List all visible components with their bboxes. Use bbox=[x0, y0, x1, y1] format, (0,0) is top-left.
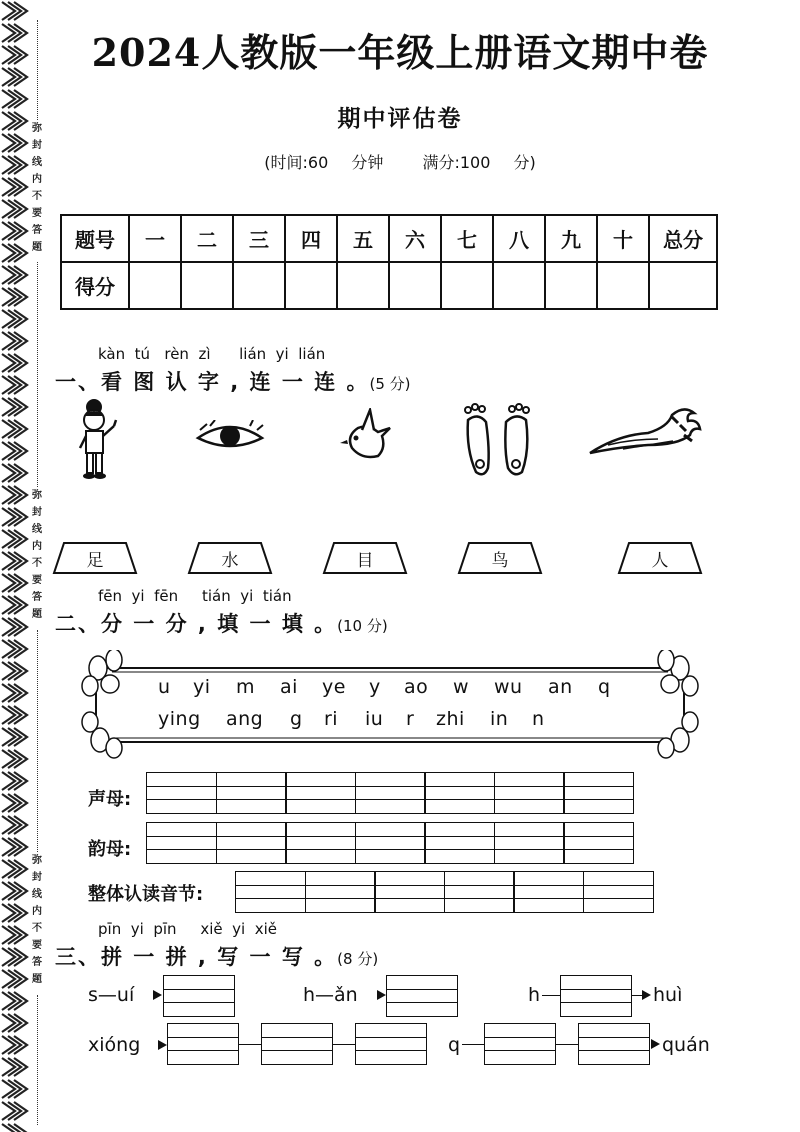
score-col-10: 十 bbox=[597, 215, 649, 262]
page-title: 2024人教版一年级上册语文期中卷 bbox=[91, 30, 709, 75]
score-cell[interactable] bbox=[389, 262, 441, 309]
shengmu-label: 声母: bbox=[88, 789, 132, 810]
score-cell[interactable] bbox=[597, 262, 649, 309]
writing-cell[interactable] bbox=[374, 871, 445, 913]
section2-heading bbox=[55, 608, 388, 638]
score-cell[interactable] bbox=[441, 262, 493, 309]
score-row-label: 得分 bbox=[61, 262, 129, 309]
score-total-cell[interactable] bbox=[649, 262, 717, 309]
score-cell[interactable] bbox=[493, 262, 545, 309]
connector-line bbox=[632, 995, 642, 996]
footprints-icon bbox=[460, 400, 535, 480]
word-card-text: 目 bbox=[356, 551, 374, 571]
syllable: iu bbox=[365, 708, 384, 730]
connector-line bbox=[239, 1044, 261, 1045]
girl-figure-icon bbox=[72, 398, 127, 483]
writing-cell[interactable] bbox=[146, 822, 217, 864]
score-col-5: 五 bbox=[337, 215, 389, 262]
writing-cell[interactable] bbox=[285, 822, 356, 864]
syllable-frame bbox=[80, 650, 700, 760]
word-card-3[interactable] bbox=[320, 540, 410, 576]
word-card-text: 水 bbox=[221, 551, 239, 571]
writing-cell[interactable] bbox=[513, 871, 584, 913]
section3-pinyin: pīn yi pīn xiě yi xiě bbox=[98, 920, 278, 938]
syllable: q bbox=[598, 676, 611, 698]
syllable: m bbox=[236, 676, 256, 698]
writing-cell[interactable] bbox=[424, 822, 495, 864]
zhengti-label: 整体认读音节: bbox=[88, 884, 204, 905]
bird-icon bbox=[338, 408, 393, 468]
yunmu-label: 韵母: bbox=[88, 839, 132, 860]
connector-line bbox=[462, 1044, 484, 1045]
section2-points: (10 分) bbox=[337, 617, 388, 635]
score-header-row bbox=[61, 215, 717, 262]
writing-cell[interactable] bbox=[583, 871, 654, 913]
syllable: ai bbox=[280, 676, 298, 698]
writing-cell[interactable] bbox=[494, 772, 565, 814]
syllable: y bbox=[369, 676, 381, 698]
score-cell[interactable] bbox=[285, 262, 337, 309]
score-cell[interactable] bbox=[233, 262, 285, 309]
syllable: g bbox=[290, 708, 303, 730]
seal-text-2: 弥 封 线 内 不 要 答 题 bbox=[32, 490, 42, 620]
section3-heading bbox=[55, 941, 378, 971]
score-col-3: 三 bbox=[233, 215, 285, 262]
word-card-text: 足 bbox=[86, 551, 104, 571]
score-header-label: 题号 bbox=[61, 215, 129, 262]
answer-box[interactable] bbox=[578, 1023, 650, 1065]
eye-icon bbox=[195, 420, 265, 455]
seal-dotted-line bbox=[37, 262, 38, 487]
writing-cell[interactable] bbox=[235, 871, 306, 913]
writing-cell[interactable] bbox=[355, 822, 426, 864]
answer-box[interactable] bbox=[167, 1023, 239, 1065]
shengmu-writing-grid[interactable] bbox=[146, 772, 633, 814]
score-table bbox=[60, 214, 718, 310]
score-col-2: 二 bbox=[181, 215, 233, 262]
syllable: ri bbox=[324, 708, 339, 730]
syllable: zhi bbox=[436, 708, 465, 730]
section1-heading-text: 一、看 图 认 字 , 连 一 连 。 bbox=[55, 370, 370, 394]
connector-line bbox=[556, 1044, 578, 1045]
writing-cell[interactable] bbox=[355, 772, 426, 814]
seal-dotted-line bbox=[37, 630, 38, 852]
section3-heading-text: 三、拼 一 拼 , 写 一 写 。 bbox=[55, 945, 338, 969]
score-col-7: 七 bbox=[441, 215, 493, 262]
syllable: r bbox=[406, 708, 415, 730]
syllable: yi bbox=[193, 676, 211, 698]
seal-dotted-line bbox=[37, 995, 38, 1125]
word-card-1[interactable] bbox=[50, 540, 140, 576]
score-col-6: 六 bbox=[389, 215, 441, 262]
score-cell[interactable] bbox=[181, 262, 233, 309]
pinyin-prompt: huì bbox=[653, 984, 683, 1006]
word-card-text: 人 bbox=[651, 551, 669, 571]
yunmu-writing-grid[interactable] bbox=[146, 822, 633, 864]
answer-box[interactable] bbox=[163, 975, 235, 1017]
answer-box[interactable] bbox=[386, 975, 458, 1017]
writing-cell[interactable] bbox=[563, 822, 634, 864]
syllable: w bbox=[453, 676, 470, 698]
score-col-4: 四 bbox=[285, 215, 337, 262]
arrow-right-icon bbox=[642, 990, 651, 1000]
syllable: ang bbox=[226, 708, 264, 730]
score-cell[interactable] bbox=[545, 262, 597, 309]
writing-cell[interactable] bbox=[216, 772, 287, 814]
pinyin-prompt: h bbox=[528, 984, 541, 1006]
seal-text-3: 弥 封 线 内 不 要 答 题 bbox=[32, 855, 42, 985]
zhengti-writing-grid[interactable] bbox=[235, 871, 652, 913]
score-col-9: 九 bbox=[545, 215, 597, 262]
writing-cell[interactable] bbox=[305, 871, 376, 913]
writing-cell[interactable] bbox=[285, 772, 356, 814]
pinyin-prompt: h—ǎn bbox=[303, 984, 358, 1006]
syllable: ao bbox=[404, 676, 429, 698]
answer-box[interactable] bbox=[484, 1023, 556, 1065]
score-col-8: 八 bbox=[493, 215, 545, 262]
score-total-label: 总分 bbox=[649, 215, 717, 262]
section1-points: (5 分) bbox=[369, 375, 411, 393]
answer-box[interactable] bbox=[355, 1023, 427, 1065]
writing-cell[interactable] bbox=[444, 871, 515, 913]
page-subtitle: 期中评估卷 bbox=[337, 105, 463, 132]
section2-heading-text: 二、分 一 分 , 填 一 填 。 bbox=[55, 612, 338, 636]
answer-box[interactable] bbox=[560, 975, 632, 1017]
writing-cell[interactable] bbox=[424, 772, 495, 814]
pinyin-prompt: q bbox=[448, 1034, 461, 1056]
writing-cell[interactable] bbox=[563, 772, 634, 814]
syllable: ying bbox=[158, 708, 201, 730]
seal-text-1: 弥 封 线 内 不 要 答 题 bbox=[32, 123, 42, 253]
writing-cell[interactable] bbox=[216, 822, 287, 864]
writing-cell[interactable] bbox=[494, 822, 565, 864]
section3-points: (8 分) bbox=[337, 950, 379, 968]
arrow-right-icon bbox=[153, 990, 162, 1000]
score-col-1: 一 bbox=[129, 215, 181, 262]
arrow-right-icon bbox=[651, 1039, 660, 1049]
pinyin-prompt: s—uí bbox=[88, 984, 135, 1006]
arrow-right-icon bbox=[377, 990, 386, 1000]
syllable: u bbox=[158, 676, 171, 698]
syllable: an bbox=[548, 676, 573, 698]
score-cell[interactable] bbox=[337, 262, 389, 309]
answer-box[interactable] bbox=[261, 1023, 333, 1065]
score-row bbox=[61, 262, 717, 309]
section2-pinyin: fēn yi fēn tián yi tián bbox=[98, 587, 292, 605]
section1-heading bbox=[55, 366, 411, 396]
word-card-4[interactable] bbox=[455, 540, 545, 576]
syllable: ye bbox=[322, 676, 346, 698]
writing-cell[interactable] bbox=[146, 772, 217, 814]
word-card-2[interactable] bbox=[185, 540, 275, 576]
syllable: n bbox=[532, 708, 545, 730]
score-cell[interactable] bbox=[129, 262, 181, 309]
connector-line bbox=[333, 1044, 355, 1045]
word-card-5[interactable] bbox=[615, 540, 705, 576]
word-card-text: 鸟 bbox=[491, 551, 509, 571]
pinyin-prompt: quán bbox=[662, 1034, 710, 1056]
syllable: wu bbox=[494, 676, 523, 698]
water-wave-icon bbox=[588, 405, 703, 460]
syllable: in bbox=[490, 708, 509, 730]
arrow-right-icon bbox=[158, 1040, 167, 1050]
connector-line bbox=[542, 995, 560, 996]
time-info: (时间:60 分钟 满分:100 分) bbox=[264, 153, 536, 172]
pinyin-prompt: xióng bbox=[88, 1034, 141, 1056]
section1-pinyin: kàn tú rèn zì lián yi lián bbox=[98, 345, 326, 363]
